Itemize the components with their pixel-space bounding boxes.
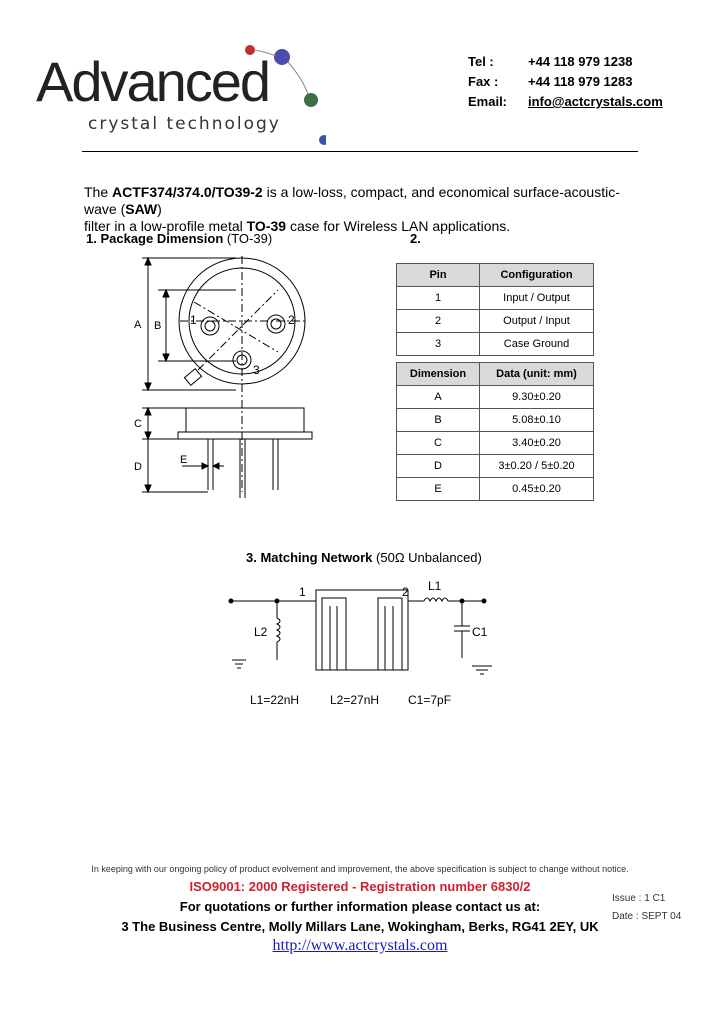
table-cell: 5.08±0.10	[480, 409, 594, 432]
header-divider	[82, 151, 638, 152]
date-label: Date : SEPT 04	[612, 911, 682, 922]
logo-title: Advanced	[36, 50, 270, 113]
dim-label-e: E	[180, 454, 188, 466]
node-2-label: 2	[402, 585, 409, 599]
table-row	[397, 310, 594, 333]
section-matching	[246, 550, 482, 565]
l2-value: L2=27nH	[330, 693, 380, 707]
column-header: Dimension	[397, 363, 480, 386]
package-drawing	[128, 252, 318, 502]
pin-label-2: 2	[288, 313, 295, 327]
l1-value: L1=22nH	[250, 693, 300, 707]
table-cell: C	[397, 432, 480, 455]
table-row	[397, 409, 594, 432]
l1-label: L1	[428, 579, 442, 593]
table-row	[397, 455, 594, 478]
part-number: ACTF374/374.0/TO39-2	[112, 184, 263, 200]
table-cell: 9.30±0.20	[480, 386, 594, 409]
dim-label-c: C	[134, 418, 142, 430]
column-header: Pin	[397, 264, 480, 287]
column-header: Data (unit: mm)	[480, 363, 594, 386]
table-row	[397, 333, 594, 356]
table-row	[397, 386, 594, 409]
dim-label-d: D	[134, 461, 142, 473]
contact-value: +44 118 979 1238	[528, 54, 633, 69]
table-cell: 3	[397, 333, 480, 356]
contact-value: +44 118 979 1283	[528, 74, 633, 89]
intro-text: )	[157, 201, 162, 217]
section-title: 3. Matching Network	[246, 550, 373, 565]
intro-text: filter in a low-profile metal	[84, 218, 247, 234]
c1-label: C1	[472, 625, 488, 639]
table-row	[397, 287, 594, 310]
contact-label: Email:	[468, 94, 508, 109]
table-cell: Output / Input	[480, 310, 594, 333]
section-tables	[410, 231, 421, 246]
contact-tel	[468, 54, 636, 69]
contact-label: Fax :	[468, 74, 499, 89]
issue-label: Issue : 1 C1	[612, 893, 666, 904]
table-cell: E	[397, 478, 480, 501]
section-title: 2.	[410, 231, 421, 246]
table-header	[397, 264, 594, 287]
table-cell: A	[397, 386, 480, 409]
section-title: 1. Package Dimension	[86, 231, 224, 246]
address-line: 3 The Business Centre, Molly Millars Lane, Wokingham, Berks, RG41 2EY, UK	[121, 919, 599, 934]
matching-network-schematic	[222, 576, 502, 710]
policy-notice: In keeping with our ongoing policy of product evolvement and improvement, the above specification is subject to change without notice.	[91, 864, 629, 874]
dim-label-b: B	[154, 320, 162, 332]
table-cell: 0.45±0.20	[480, 478, 594, 501]
contact-email	[468, 94, 663, 109]
contact-label: Tel :	[468, 54, 494, 69]
section-subtitle: (50Ω Unbalanced)	[372, 550, 482, 565]
table-header	[397, 363, 594, 386]
table-row	[397, 478, 594, 501]
contact-fax	[468, 74, 636, 89]
table-cell: 3.40±0.20	[480, 432, 594, 455]
table-cell: D	[397, 455, 480, 478]
case-label: TO-39	[246, 218, 287, 234]
section-package	[86, 231, 272, 246]
email-link[interactable]: info@actcrystals.com	[528, 94, 663, 109]
section-subtitle: (TO-39)	[223, 231, 273, 246]
dimension-table	[396, 362, 594, 501]
intro-text: case for Wireless LAN applications.	[286, 218, 511, 234]
c1-value: C1=7pF	[408, 693, 452, 707]
column-header: Configuration	[480, 264, 594, 287]
saw-label: SAW	[125, 201, 158, 217]
contact-line: For quotations or further information please contact us at:	[179, 899, 541, 914]
logo-subtitle: crystal technology	[88, 114, 281, 134]
table-cell: 2	[397, 310, 480, 333]
table-cell: B	[397, 409, 480, 432]
iso-registration: ISO9001: 2000 Registered - Registration number 6830/2	[189, 879, 531, 894]
l2-label: L2	[254, 625, 268, 639]
dim-label-a: A	[134, 319, 142, 331]
table-row	[397, 432, 594, 455]
table-cell: 3±0.20 / 5±0.20	[480, 455, 594, 478]
table-cell: Input / Output	[480, 287, 594, 310]
node-1-label: 1	[299, 585, 306, 599]
pin-label-1: 1	[190, 313, 197, 327]
intro-text: The	[84, 184, 113, 200]
pin-label-3: 3	[253, 363, 260, 377]
table-cell: 1	[397, 287, 480, 310]
intro-paragraph	[84, 184, 644, 235]
intro-text: is a low-loss, compact, and economical surface-acoustic-wave (	[84, 184, 620, 217]
website-link[interactable]: http://www.actcrystals.com	[272, 937, 448, 954]
table-cell: Case Ground	[480, 333, 594, 356]
pin-table	[396, 263, 594, 356]
